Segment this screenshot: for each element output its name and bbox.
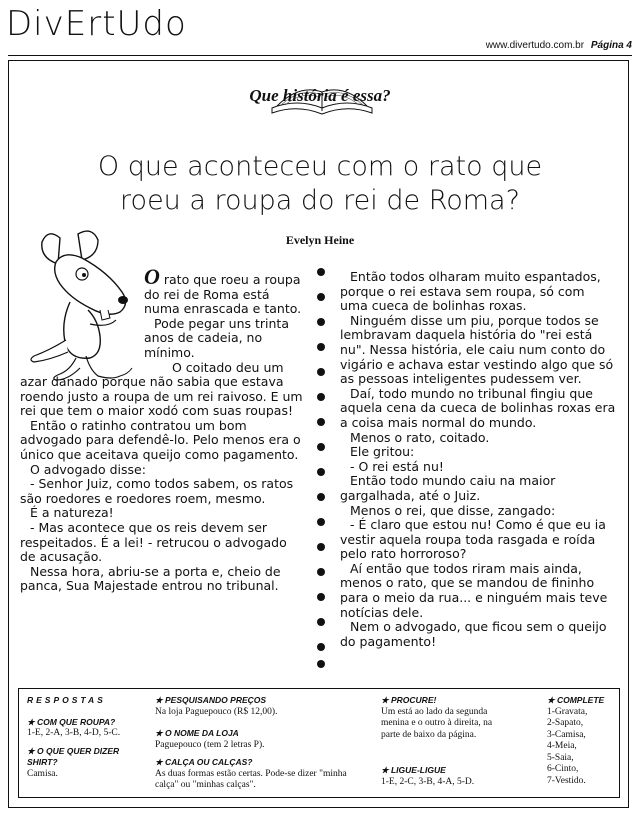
- answer-text: Na loja Paguepouco (R$ 12,00).: [155, 706, 278, 717]
- paragraph: Então o ratinho contratou um bom advogado para defendê-lo. Pelo menos era o único que aceitava queijo como pagamento.: [20, 417, 301, 462]
- divertudo-logo: DivErtUdo: [6, 4, 187, 44]
- paragraph: - O rei está nu!: [350, 458, 444, 474]
- paragraph: Ninguém disse um piu, porque todos se lembravam daquela história do "rei está nu". Nessa história, ele caiu num conto do vigário e achava estar vestindo algo que só as pessoas inteligentes pudessem ver.: [340, 312, 614, 387]
- answer-item: 3-Camisa,: [547, 729, 586, 740]
- title-line-1: O que aconteceu com o rato que: [97, 151, 543, 182]
- paragraph: Menos o rei, que disse, zangado:: [350, 502, 556, 518]
- divider-dot: [317, 293, 325, 301]
- paragraph: O advogado disse:: [30, 461, 146, 477]
- paragraph: Daí, todo mundo no tribunal fingiu que aquela cena da cueca de bolinhas roxas era a coisa mais normal do mundo.: [340, 385, 616, 430]
- column-divider-dots: [316, 268, 328, 668]
- divider-dot: [317, 268, 325, 276]
- paragraph: Então todos olharam muito espantados, porque o rei estava sem roupa, só com uma cueca de bolinhas roxas.: [340, 269, 601, 314]
- answers-col-3: [381, 695, 511, 788]
- divider-dot: [317, 468, 325, 476]
- divider-dot: [317, 318, 325, 326]
- divider-dot: [317, 568, 325, 576]
- answer-text: 1-E, 2-A, 3-B, 4-D, 5-C.: [27, 728, 121, 738]
- column-2: [340, 270, 616, 649]
- answer-title: ★ PROCURE!: [381, 695, 437, 705]
- answer-title: ★ LIGUE-LIGUE: [381, 765, 446, 775]
- site-info: [486, 40, 632, 51]
- divider-dot: [317, 493, 325, 501]
- divider-dot: [317, 518, 325, 526]
- answer-item: 7-Vestido.: [547, 775, 586, 786]
- answers-col-2: [155, 695, 355, 792]
- divider-dot: [317, 368, 325, 376]
- paragraph: - Senhor Juiz, como todos sabem, os ratos são roedores e roedores roem, mesmo.: [20, 476, 294, 506]
- answer-title: ★ COMPLETE: [547, 695, 605, 705]
- rat-illustration: [20, 228, 138, 388]
- answer-text: 1-E, 2-C, 3-B, 4-A, 5-D.: [381, 776, 475, 787]
- header-rule: [8, 55, 632, 56]
- answer-title: ★ O NOME DA LOJA: [155, 728, 239, 738]
- answers-col-4: [547, 695, 617, 787]
- paragraph: É a natureza!: [30, 505, 114, 521]
- divider-dot: [317, 618, 325, 626]
- divider-dot: [317, 543, 325, 551]
- answer-item: 5-Saia,: [547, 752, 574, 763]
- answer-item: 4-Meia,: [547, 741, 577, 751]
- divider-dot: [317, 443, 325, 451]
- page-number: Página 4: [590, 40, 632, 51]
- answer-title: ★ CALÇA OU CALÇAS?: [155, 757, 253, 767]
- article-author: Evelyn Heine: [285, 233, 355, 247]
- paragraph: Nessa hora, abriu-se a porta e, cheio de panca, Sua Majestade entrou no tribunal.: [20, 563, 281, 594]
- column-1-body: [20, 375, 304, 594]
- answer-text: As duas formas estão certas. Pode-se dizer "minha calça" ou "minhas calças".: [155, 768, 347, 790]
- answer-text: Um está ao lado da segunda menina e o outro à direita, na parte de baixo da página.: [381, 706, 493, 740]
- paragraph: - Mas acontece que os reis devem ser respeitados. É a lei! - retrucou o advogado de acusação.: [20, 519, 287, 565]
- paragraph: O coitado deu um: [172, 359, 284, 375]
- article-title: [20, 150, 620, 218]
- divider-dot: [317, 643, 325, 651]
- drop-cap: O: [144, 264, 160, 289]
- divider-dot: [317, 393, 325, 401]
- paragraph: Nem o advogado, que ficou sem o queijo do pagamento!: [340, 619, 607, 649]
- section-label: Que história é essa?: [249, 86, 391, 105]
- answer-text: Paguepouco (tem 2 letras P).: [155, 739, 265, 750]
- paragraph: Então todo mundo caiu na maior gargalhada, até o Juiz.: [340, 473, 556, 503]
- answer-text: Camisa.: [27, 768, 58, 779]
- column-1-intro: [144, 264, 304, 375]
- answer-item: 1-Gravata,: [547, 706, 588, 717]
- title-line-2: roeu a roupa do rei de Roma?: [120, 185, 520, 216]
- answer-item: 2-Sapato,: [547, 718, 584, 728]
- divider-dot: [317, 418, 325, 426]
- paragraph: Menos o rato, coitado.: [350, 429, 490, 445]
- divider-dot: [317, 660, 325, 668]
- site-url[interactable]: www.divertudo.com.br: [485, 40, 585, 51]
- divider-dot: [317, 343, 325, 351]
- answer-title: ★ O QUE QUER DIZER SHIRT?: [27, 745, 120, 767]
- paragraph: Ele gritou:: [350, 444, 415, 460]
- answer-title: ★ PESQUISANDO PREÇOS: [155, 695, 267, 705]
- paragraph: Aí então que todos riram mais ainda, menos o rato, que se mandou de fininho para o meio da rua... e ninguém mais teve notícias dele.: [340, 560, 608, 620]
- paragraph: Pode pegar uns trinta anos de cadeia, no mínimo.: [144, 315, 289, 360]
- divider-dot: [317, 593, 325, 601]
- answers-col-1: [27, 695, 145, 780]
- answers-box: [18, 688, 620, 798]
- answer-title: ★ COM QUE ROUPA?: [27, 716, 116, 727]
- paragraph: O rato que roeu a roupa do rei de Roma está numa enrascada e tanto.: [144, 264, 302, 317]
- paragraph: azar danado porque não sabia que estava roendo justo a roupa de um rei raivoso. E um rei que tem o maior xodó com suas roupas!: [20, 374, 303, 419]
- answer-item: 6-Cinto,: [547, 764, 579, 774]
- paragraph: - É claro que estou nu! Como é que eu ia vestir aquela roupa toda rasgada e roída pelo rato horroroso?: [340, 517, 606, 562]
- answers-heading: RESPOSTAS: [27, 695, 106, 705]
